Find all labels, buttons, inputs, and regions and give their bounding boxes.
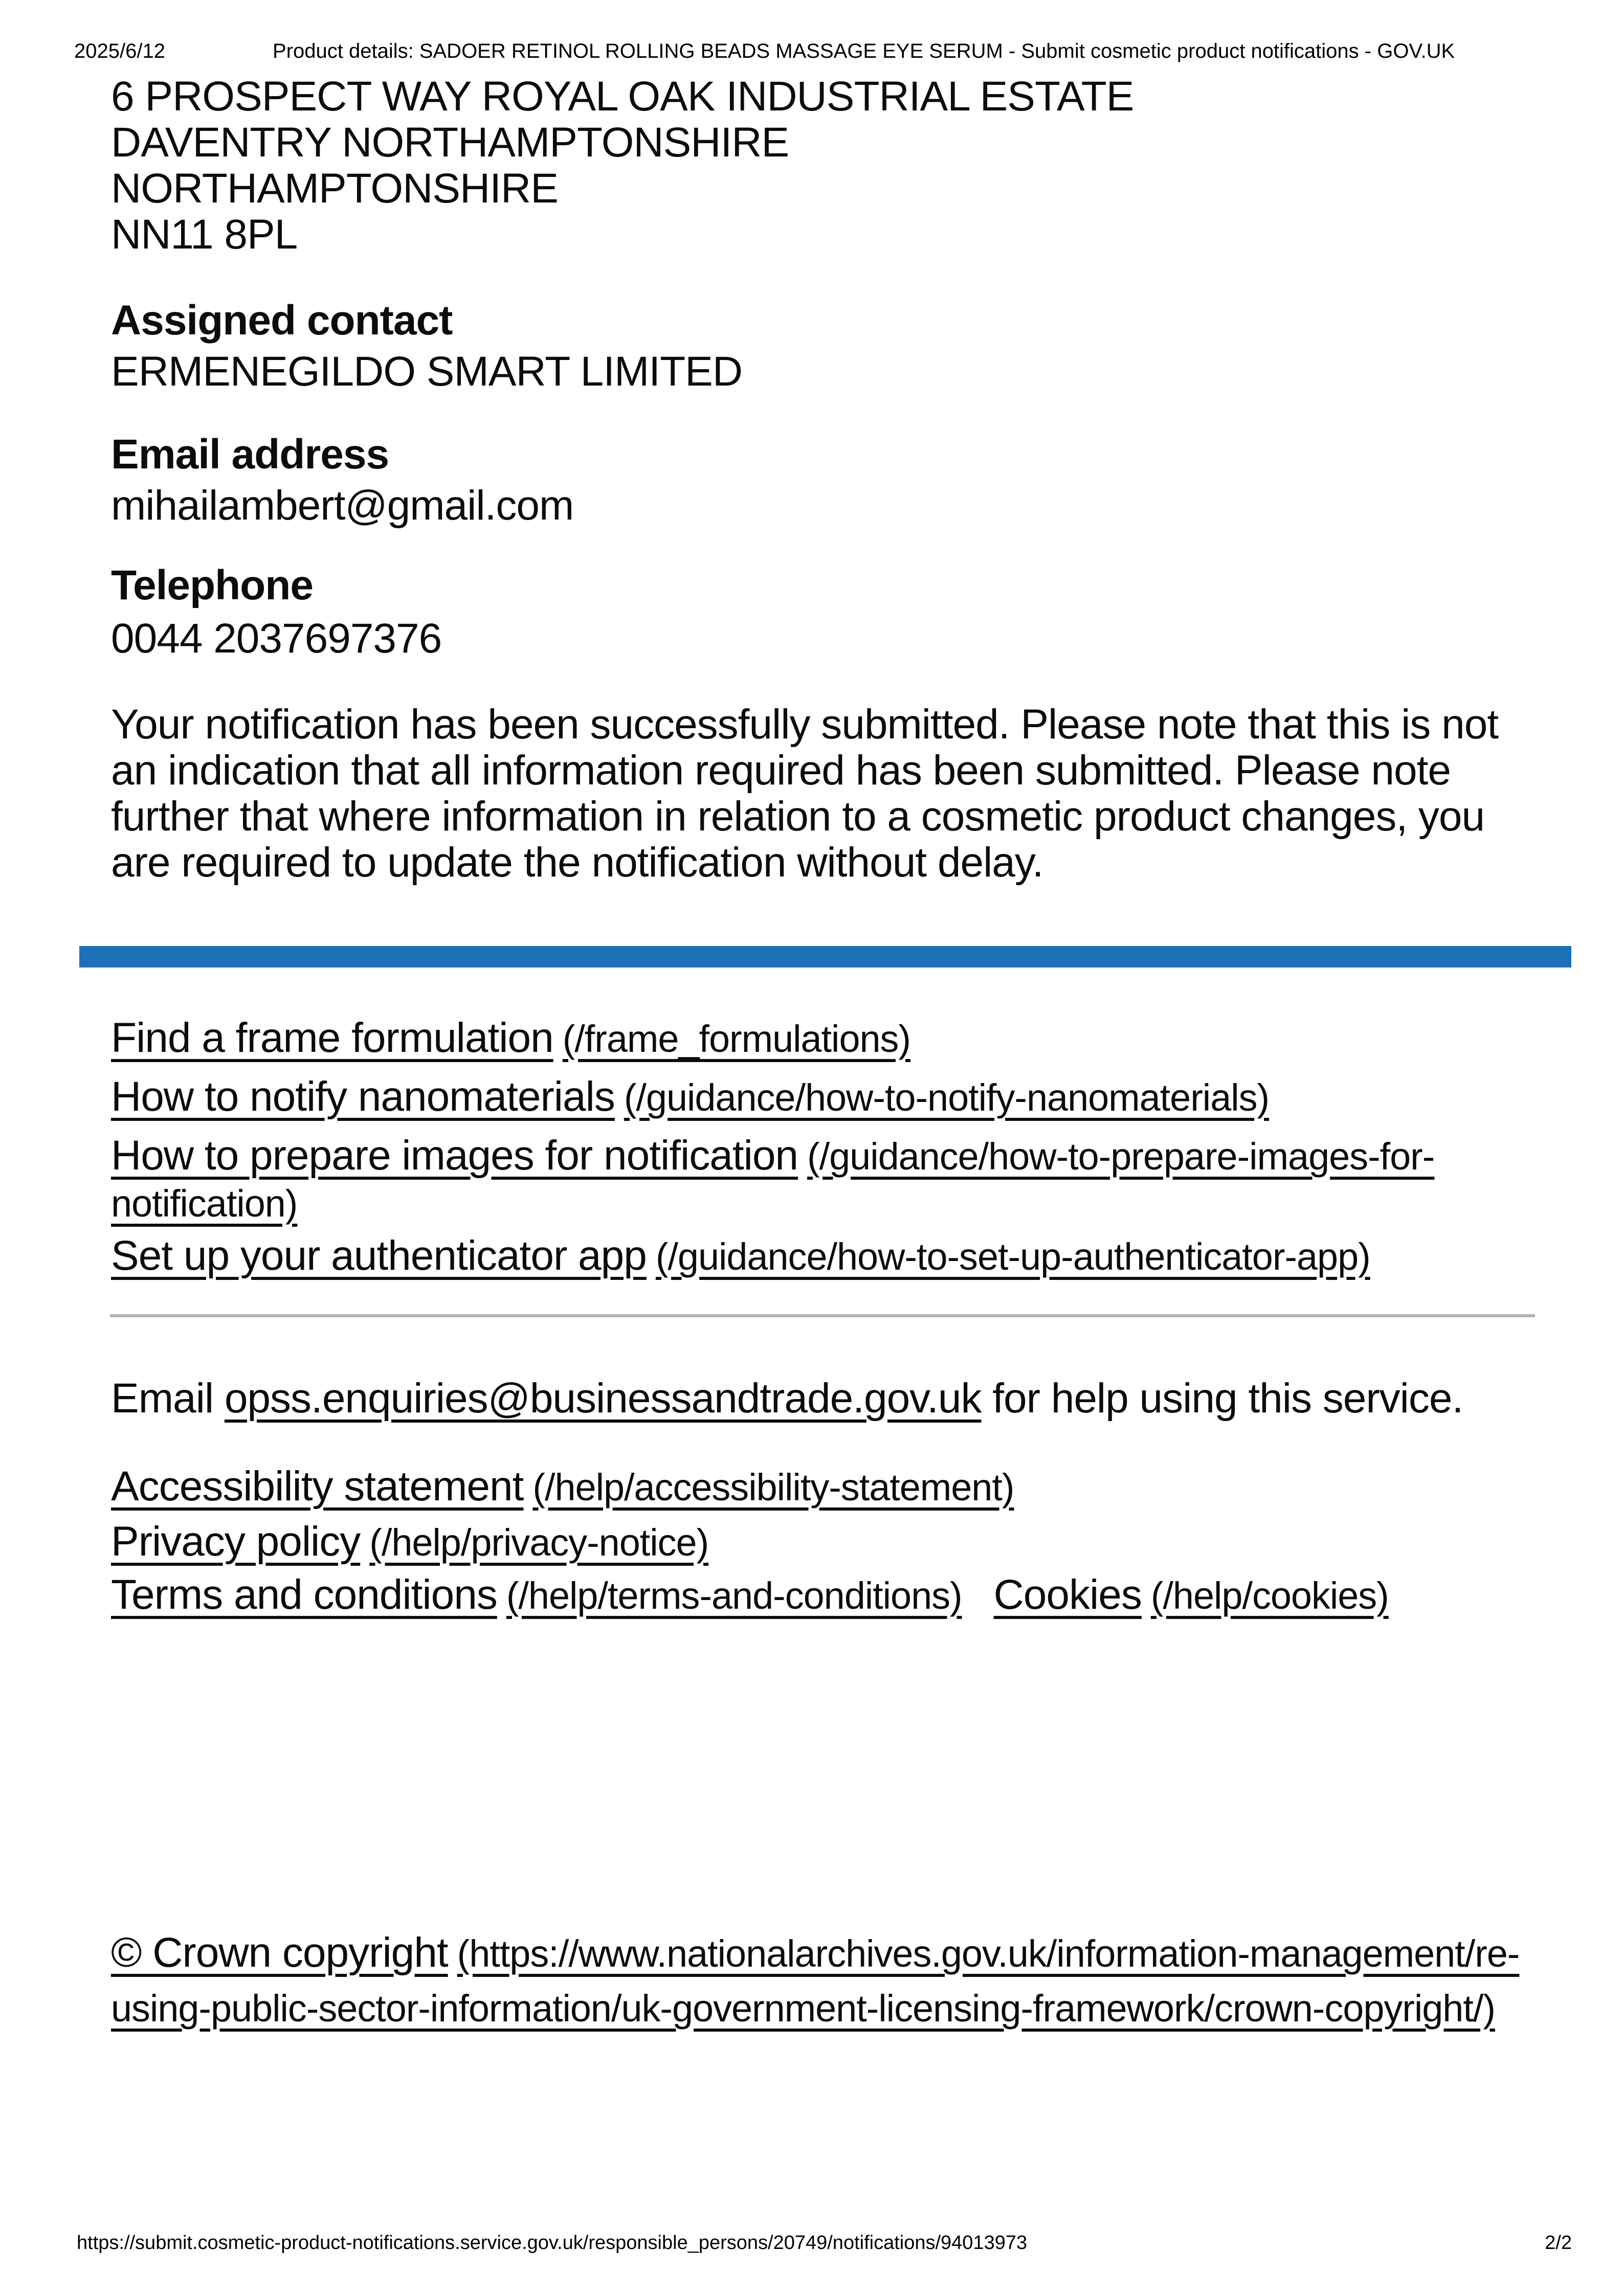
print-footer-page-indicator: 2/2 xyxy=(1545,2232,1572,2254)
privacy-policy-link[interactable] xyxy=(111,1518,708,1565)
related-link-row xyxy=(111,1233,1539,1280)
crown-copyright-link[interactable] xyxy=(111,1929,1519,2031)
email-address-heading: Email address xyxy=(111,431,389,478)
help-suffix: for help using this service. xyxy=(981,1375,1463,1422)
link-href: (/help/terms-and-conditions) xyxy=(506,1574,962,1617)
address-line: DAVENTRY NORTHAMPTONSHIRE xyxy=(111,119,789,166)
related-link-row xyxy=(111,1074,1539,1121)
link-label: Terms and conditions xyxy=(111,1571,497,1618)
assigned-contact-value: ERMENEGILDO SMART LIMITED xyxy=(111,348,743,395)
link-label: Find a frame formulation xyxy=(111,1015,553,1061)
link-href: (/help/cookies) xyxy=(1150,1574,1389,1617)
address-line: NORTHAMPTONSHIRE xyxy=(111,165,558,212)
link-href: (/help/privacy-notice) xyxy=(369,1521,709,1564)
address-block xyxy=(111,74,1539,258)
footer-link-row xyxy=(111,1464,1539,1511)
accessibility-statement-link[interactable] xyxy=(111,1463,1014,1510)
help-line xyxy=(111,1376,1539,1422)
address-line: NN11 8PL xyxy=(111,211,298,258)
link-label: Cookies xyxy=(993,1571,1142,1618)
help-prefix: Email xyxy=(111,1375,225,1422)
related-link-row xyxy=(111,1015,1539,1062)
opss-email-link[interactable]: opss.enquiries@businessandtrade.gov.uk xyxy=(224,1375,982,1422)
link-href: (/guidance/how-to-prepare-images-for-notification) xyxy=(111,1135,1435,1225)
link-href: (/help/accessibility-statement) xyxy=(532,1466,1014,1509)
print-header-date: 2025/6/12 xyxy=(74,40,165,62)
related-link-row xyxy=(111,1133,1539,1227)
cookies-link[interactable] xyxy=(994,1571,1389,1618)
print-footer-url: https://submit.cosmetic-product-notifications.service.gov.uk/responsible_persons/20749/notifications/94013973 xyxy=(77,2232,1028,2254)
telephone-heading: Telephone xyxy=(111,562,313,609)
footer-link-row xyxy=(111,1572,1539,1619)
notify-nanomaterials-link[interactable] xyxy=(111,1073,1269,1120)
horizontal-divider xyxy=(110,1314,1535,1317)
section-divider-bar xyxy=(79,946,1571,967)
link-label: Accessibility statement xyxy=(111,1463,524,1510)
address-line: 6 PROSPECT WAY ROYAL OAK INDUSTRIAL ESTATE xyxy=(111,73,1134,120)
frame-formulation-link[interactable] xyxy=(111,1015,910,1061)
terms-and-conditions-link[interactable] xyxy=(111,1571,962,1618)
link-href: (/guidance/how-to-notify-nanomaterials) xyxy=(624,1076,1270,1119)
link-label: How to prepare images for notification xyxy=(111,1132,798,1179)
print-header-title: Product details: SADOER RETINOL ROLLING BEADS MASSAGE EYE SERUM - Submit cosmetic product notifications - GOV.UK xyxy=(273,40,1455,62)
print-footer xyxy=(77,2231,1572,2255)
prepare-images-link[interactable] xyxy=(111,1132,1434,1226)
copyright-label: © Crown copyright xyxy=(111,1929,448,1976)
link-href: (/frame_formulations) xyxy=(562,1018,911,1060)
footer-link-row xyxy=(111,1519,1539,1566)
link-label: How to notify nanomaterials xyxy=(111,1073,615,1120)
link-label: Set up your authenticator app xyxy=(111,1232,647,1279)
submission-note: Your notification has been successfully submitted. Please note that this is not an indication that all information required has been submitted. Please note further that where information in relation to a cosmetic product changes, you are required to update the notification without delay. xyxy=(111,701,1499,886)
authenticator-app-link[interactable] xyxy=(111,1232,1370,1279)
copyright-href: (https://www.nationalarchives.gov.uk/information-management/re-using-public-sector-information/uk-government-licensing-framework/crown-copyright/) xyxy=(111,1932,1520,2030)
telephone-value: 0044 2037697376 xyxy=(111,615,442,662)
email-address-value: mihailambert@gmail.com xyxy=(111,482,574,529)
copyright-block xyxy=(111,1926,1539,2035)
assigned-contact-heading: Assigned contact xyxy=(111,297,453,344)
link-label: Privacy policy xyxy=(111,1518,361,1565)
link-href: (/guidance/how-to-set-up-authenticator-app) xyxy=(655,1235,1370,1278)
